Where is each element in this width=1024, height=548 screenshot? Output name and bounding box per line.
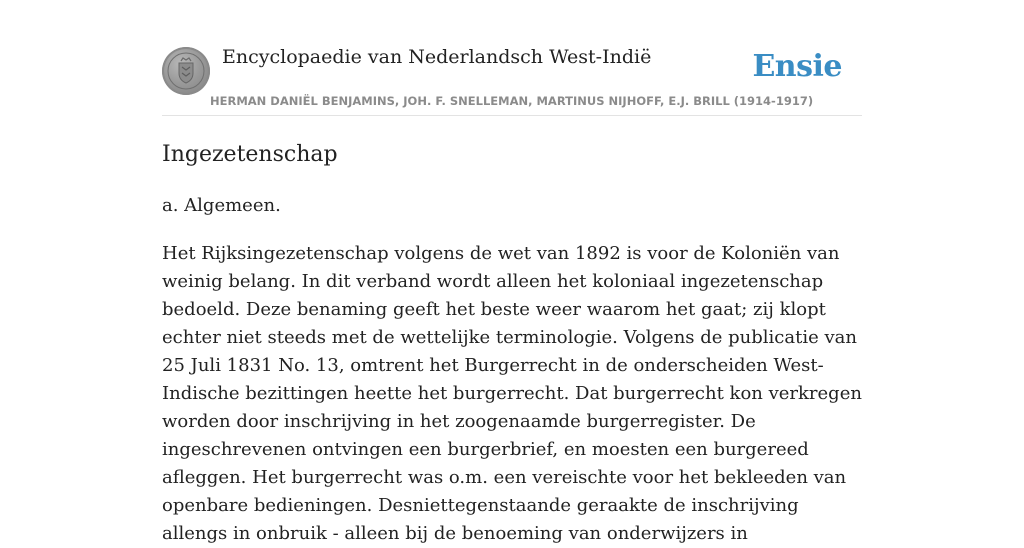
ensie-logo-link[interactable]: Ensie	[752, 49, 842, 84]
coat-of-arms-seal-icon	[162, 47, 210, 95]
article-paragraph: Het Rijksingezetenschap volgens de wet van 1892 is voor de Koloniën van weinig belang. In dit verband wordt alleen het koloniaal ingezetenschap bedoeld. Deze benaming geeft het beste weer waarom het gaat; zij klopt echter niet steeds met de wettelijke terminologie. Volgens de publicatie van 25 Juli 1831 No. 13, omtrent het Burgerrecht in de onderscheiden West-Indische bezittingen heette het burgerrecht. Dat burgerrecht kon verkregen worden door inschrijving in het zoogenaamde burgerregister. De ingeschrevenen ontvingen een burgerbrief, en moesten een burgereed afleggen. Het burgerrecht was o.m. een vereischte voor het bekleeden van openbare bedieningen. Desniettegenstaande geraakte de inschrijving allengs in onbruik - alleen bij de benoeming van onderwijzers in	[162, 243, 862, 544]
book-title[interactable]: Encyclopaedie van Nederlandsch West-Indië	[222, 46, 652, 68]
article	[162, 140, 862, 548]
authors-publishers: HERMAN DANIËL BENJAMINS, JOH. F. SNELLEMAN, MARTINUS NIJHOFF, E.J. BRILL (1914-1917)	[210, 94, 814, 108]
entry-title: Ingezetenschap	[162, 142, 338, 167]
encyclopedia-header	[162, 44, 862, 116]
section-subheading: a. Algemeen.	[162, 195, 281, 216]
